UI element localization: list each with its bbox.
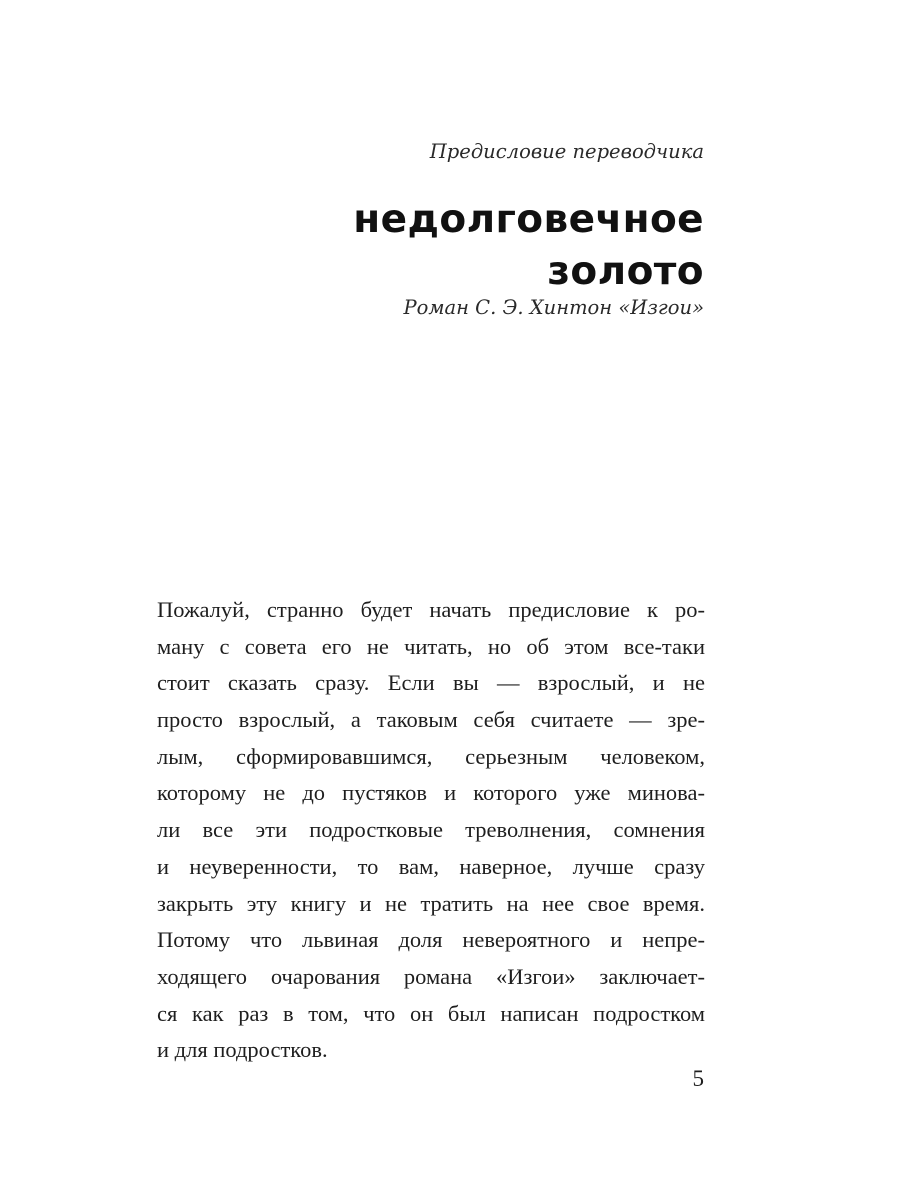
paragraph-line: Потому что львиная доля невероятного и непре- (157, 927, 705, 953)
paragraph-line: ману с совета его не читать, но об этом все-таки (157, 633, 705, 659)
paragraph-line: и неуверенности, то вам, наверное, лучше сразу (157, 853, 705, 879)
paragraph-line: которому не до пустяков и которого уже минова- (157, 780, 705, 806)
paragraph-line: лым, сформировавшимся, серьезным человеком, (157, 743, 705, 769)
paragraph-line: Пожалуй, странно будет начать предисловие к ро- (157, 597, 705, 622)
paragraph-line: стоит сказать сразу. Если вы — взрослый, и не (157, 670, 705, 696)
chapter-subtitle: Роман С. Э. Хинтон «Изгои» (403, 296, 704, 319)
paragraph-line: закрыть эту книгу и не тратить на нее свое время. (157, 890, 705, 916)
chapter-title-line-1: недолговечное (353, 197, 704, 242)
paragraph-line: ли все эти подростковые треволнения, сомнения (157, 817, 705, 843)
section-kicker: Предисловие переводчика (429, 140, 704, 163)
body-paragraph (157, 592, 705, 1069)
paragraph-line: ходящего очарования романа «Изгои» заключает- (157, 963, 705, 989)
paragraph-line: и для подростков. (157, 1037, 328, 1063)
page-number: 5 (692, 1066, 704, 1091)
chapter-title-line-2: золото (547, 249, 704, 294)
paragraph-line: ся как раз в том, что он был написан подростком (157, 1000, 705, 1026)
paragraph-line: просто взрослый, а таковым себя считаете — зре- (157, 707, 705, 733)
chapter-title (353, 194, 704, 298)
